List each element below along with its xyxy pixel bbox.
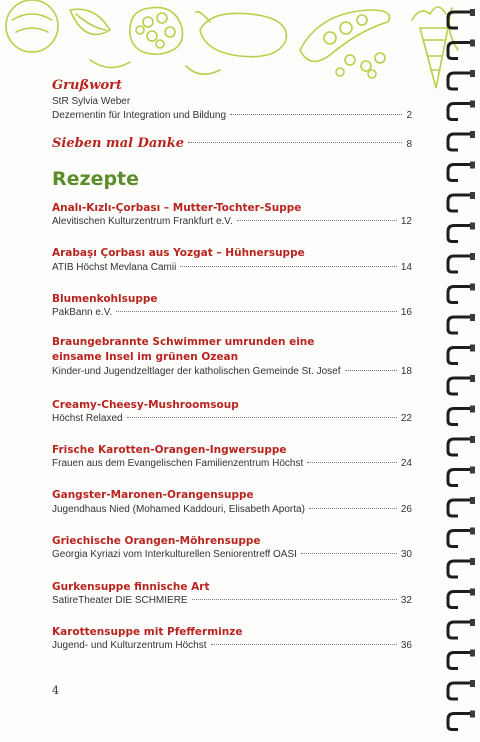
binding-hole: [470, 101, 475, 108]
binding-hole: [470, 70, 475, 77]
toc-entry-recipe[interactable]: [52, 413, 412, 424]
page-number: 4: [52, 684, 59, 697]
page-ref: 36: [400, 640, 412, 651]
page-ref: 26: [400, 504, 412, 515]
binding-hole: [470, 680, 475, 687]
page-ref: 30: [400, 549, 412, 560]
vegetable-illustration: [0, 0, 480, 90]
leader-dots: [116, 310, 397, 312]
binding-hole: [470, 558, 475, 565]
binding-hole: [470, 131, 475, 138]
recipe-title: Braungebrannte Schwimmer umrunden eine einsame Insel im grünen Ozean: [52, 336, 315, 363]
page-ref: 24: [400, 458, 412, 469]
page-ref: 16: [400, 307, 412, 318]
section-heading-rezepte: Rezepte: [52, 168, 140, 190]
toc-entry-recipe[interactable]: [52, 549, 412, 560]
binding-hole: [470, 253, 475, 260]
recipe-source: Alevitischen Kulturzentrum Frankfurt e.V.: [52, 216, 233, 227]
leader-dots: [345, 369, 397, 371]
recipe-title: Gangster-Maronen-Orangensuppe: [52, 489, 254, 501]
page-ref: 14: [400, 262, 412, 273]
leader-dots: [307, 461, 397, 463]
toc-entry-recipe[interactable]: [52, 595, 412, 606]
binding-hole: [470, 436, 475, 443]
binding-hole: [470, 223, 475, 230]
toc-entry-recipe[interactable]: [52, 216, 412, 227]
page-ref: 22: [400, 413, 412, 424]
page-ref: 18: [400, 366, 412, 377]
grusswort-role: Dezernentin für Integration und Bildung: [52, 110, 227, 121]
leader-dots: [301, 552, 397, 554]
leader-dots: [192, 598, 397, 600]
grusswort-author: StR Sylvia Weber: [52, 96, 131, 107]
binding-hole: [470, 467, 475, 474]
leader-dots: [237, 219, 397, 221]
toc-entry-recipe[interactable]: [52, 640, 412, 651]
spiral-binding: [444, 0, 480, 742]
recipe-source: Kinder-und Jugendzeltlager der katholischen Gemeinde St. Josef: [52, 366, 341, 377]
leader-dots: [230, 113, 402, 115]
toc-entry-recipe[interactable]: [52, 458, 412, 469]
grusswort-heading: Grußwort: [52, 78, 122, 93]
recipe-source: Jugendhaus Nied (Mohamed Kaddouri, Elisabeth Aporta): [52, 504, 305, 515]
toc-entry-grusswort[interactable]: [52, 110, 412, 121]
binding-hole: [470, 406, 475, 413]
binding-hole: [470, 314, 475, 321]
binding-hole: [470, 9, 475, 16]
binding-hole: [470, 619, 475, 626]
recipe-title: Griechische Orangen-Möhrensuppe: [52, 535, 261, 547]
binding-hole: [470, 589, 475, 596]
binding-hole: [470, 345, 475, 352]
toc-entry-recipe[interactable]: [52, 262, 412, 273]
binding-hole: [470, 192, 475, 199]
recipe-source: ATIB Höchst Mevlana Camii: [52, 262, 177, 273]
binding-hole: [470, 162, 475, 169]
recipe-source: Höchst Relaxed: [52, 413, 123, 424]
recipe-source: Jugend- und Kulturzentrum Höchst: [52, 640, 207, 651]
leader-dots: [127, 416, 397, 418]
binding-hole: [470, 528, 475, 535]
binding-hole: [470, 650, 475, 657]
toc-entry-danke[interactable]: [52, 136, 412, 151]
toc-entry-recipe[interactable]: [52, 366, 412, 377]
recipe-title: Blumenkohlsuppe: [52, 293, 158, 305]
recipe-source: SatireTheater DIE SCHMIERE: [52, 595, 188, 606]
binding-hole: [470, 711, 475, 718]
page-ref: 32: [400, 595, 412, 606]
page-ref: 12: [400, 216, 412, 227]
recipe-title: Karottensuppe mit Pfefferminze: [52, 626, 243, 638]
recipe-title: Creamy-Cheesy-Mushroomsoup: [52, 399, 239, 411]
danke-heading: Sieben mal Danke: [52, 136, 185, 151]
recipe-title: Arabaşı Çorbası aus Yozgat – Hühnersuppe: [52, 247, 305, 259]
leader-dots: [309, 507, 397, 509]
binding-hole: [470, 284, 475, 291]
recipe-title: Analı-Kızlı-Çorbası – Mutter-Tochter-Suppe: [52, 202, 302, 214]
page-ref: 2: [406, 110, 412, 121]
recipe-title: Gurkensuppe finnische Art: [52, 581, 210, 593]
page-ref: 8: [406, 139, 412, 150]
binding-hole: [470, 375, 475, 382]
recipe-source: Georgia Kyriazi vom Interkulturellen Seniorentreff OASI: [52, 549, 297, 560]
leader-dots: [211, 643, 397, 645]
binding-hole: [470, 40, 475, 47]
recipe-title: Frische Karotten-Orangen-Ingwersuppe: [52, 444, 287, 456]
recipe-source: PakBann e.V.: [52, 307, 113, 318]
leader-dots: [188, 142, 402, 143]
binding-hole: [470, 497, 475, 504]
recipe-source: Frauen aus dem Evangelischen Familienzentrum Höchst: [52, 458, 304, 469]
toc-entry-recipe[interactable]: [52, 504, 412, 515]
toc-entry-recipe[interactable]: [52, 307, 412, 318]
leader-dots: [180, 265, 397, 267]
